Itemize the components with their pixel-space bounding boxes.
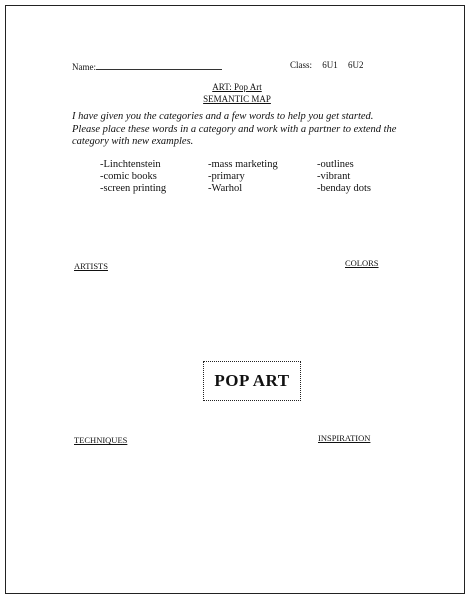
- name-blank-line: [96, 60, 222, 70]
- word-item: -screen printing: [100, 183, 167, 194]
- word-bank-column-2: [208, 159, 278, 195]
- instructions-text: I have given you the categories and a few words to help you get started. Please place these words in a category and work with a partner to extend the category with new examples.: [72, 111, 397, 147]
- word-bank-column-3: [317, 159, 371, 195]
- word-item: -Linchtenstein: [100, 159, 161, 170]
- page-subtitle: SEMANTIC MAP: [203, 94, 271, 104]
- category-artists: ARTISTS: [74, 261, 108, 271]
- word-item: -vibrant: [317, 171, 351, 182]
- word-item: -comic books: [100, 171, 157, 182]
- word-item: -outlines: [317, 159, 354, 170]
- word-item: -benday dots: [317, 183, 371, 194]
- class-field: [290, 60, 364, 70]
- page-title: ART: Pop Art: [212, 82, 262, 92]
- name-field: [72, 60, 222, 72]
- category-colors: COLORS: [345, 258, 379, 268]
- category-techniques: TECHNIQUES: [74, 435, 128, 445]
- word-bank-column-1: [100, 159, 166, 195]
- class-option-6u1: 6U1: [322, 60, 338, 70]
- word-item: -primary: [208, 171, 245, 182]
- center-concept-label: POP ART: [214, 371, 290, 390]
- class-label: Class:: [290, 60, 313, 70]
- category-inspiration: INSPIRATION: [318, 433, 371, 443]
- class-option-6u2: 6U2: [348, 60, 364, 70]
- center-concept-box: [203, 361, 301, 401]
- word-item: -Warhol: [208, 183, 243, 194]
- name-label: Name:: [72, 62, 96, 72]
- word-item: -mass marketing: [208, 159, 278, 170]
